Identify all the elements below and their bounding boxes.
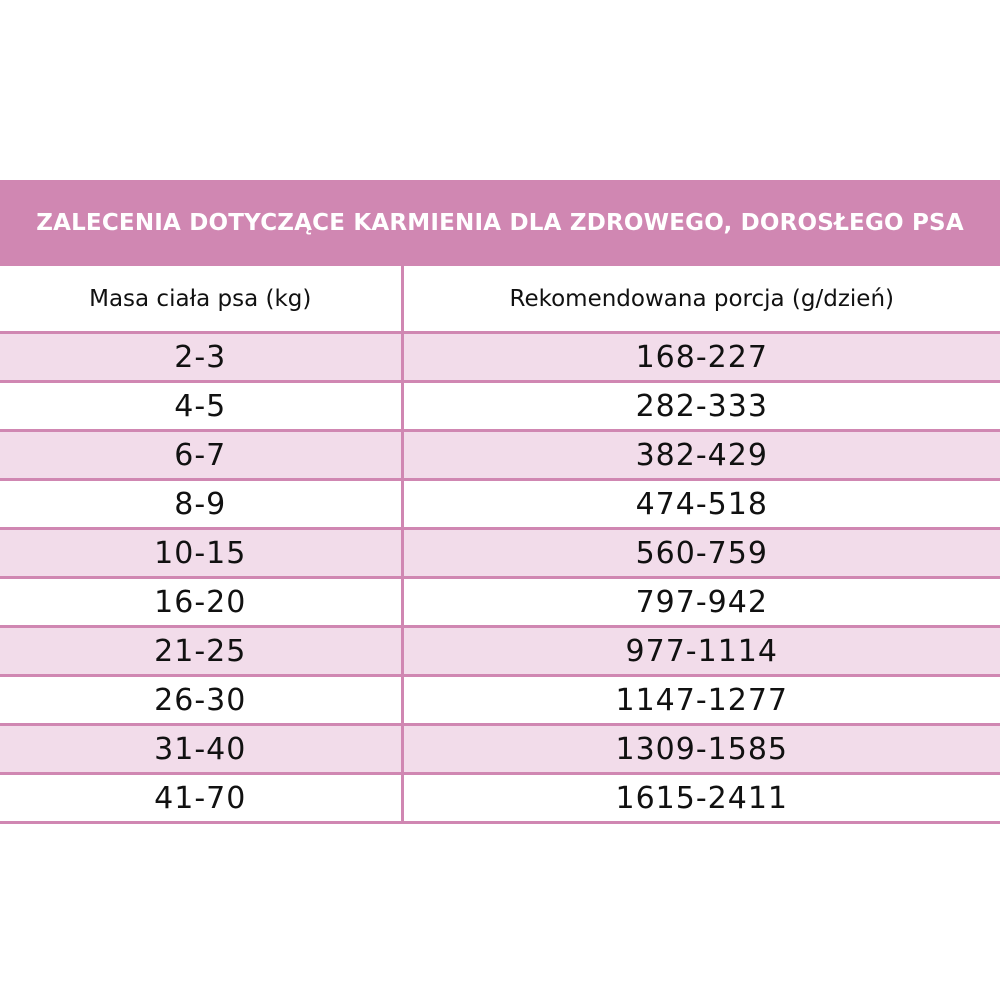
cell-portion: 1309-1585 (402, 725, 1000, 774)
cell-portion: 382-429 (402, 431, 1000, 480)
cell-body-mass: 4-5 (0, 382, 402, 431)
cell-portion: 1147-1277 (402, 676, 1000, 725)
table-title: ZALECENIA DOTYCZĄCE KARMIENIA DLA ZDROWEGO, DOROSŁEGO PSA (0, 182, 1000, 265)
cell-portion: 977-1114 (402, 627, 1000, 676)
cell-body-mass: 6-7 (0, 431, 402, 480)
cell-portion: 1615-2411 (402, 774, 1000, 823)
cell-body-mass: 31-40 (0, 725, 402, 774)
table-row (0, 333, 1000, 382)
cell-body-mass: 41-70 (0, 774, 402, 823)
table-row (0, 431, 1000, 480)
table-row (0, 480, 1000, 529)
cell-body-mass: 8-9 (0, 480, 402, 529)
cell-body-mass: 10-15 (0, 529, 402, 578)
header-row (0, 265, 1000, 333)
table-row (0, 529, 1000, 578)
cell-body-mass: 16-20 (0, 578, 402, 627)
table-row (0, 382, 1000, 431)
table-row (0, 578, 1000, 627)
feeding-table (0, 180, 1000, 824)
table-row (0, 774, 1000, 823)
table-row (0, 627, 1000, 676)
cell-body-mass: 26-30 (0, 676, 402, 725)
cell-portion: 474-518 (402, 480, 1000, 529)
cell-body-mass: 21-25 (0, 627, 402, 676)
title-row (0, 182, 1000, 265)
table-row (0, 725, 1000, 774)
cell-portion: 282-333 (402, 382, 1000, 431)
header-portion: Rekomendowana porcja (g/dzień) (402, 265, 1000, 333)
cell-portion: 168-227 (402, 333, 1000, 382)
cell-portion: 797-942 (402, 578, 1000, 627)
cell-body-mass: 2-3 (0, 333, 402, 382)
header-body-mass: Masa ciała psa (kg) (0, 265, 402, 333)
cell-portion: 560-759 (402, 529, 1000, 578)
table-row (0, 676, 1000, 725)
